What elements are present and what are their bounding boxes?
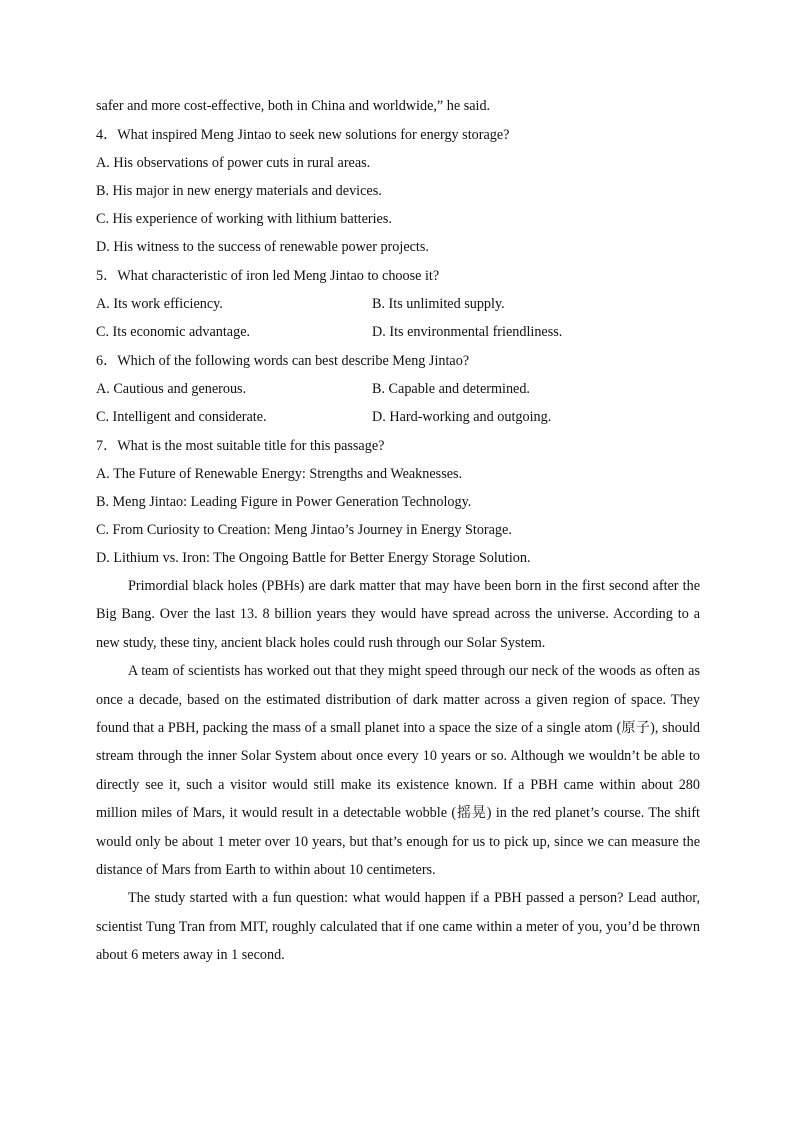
option-a: A. The Future of Renewable Energy: Strengths and Weaknesses. <box>96 466 463 482</box>
question-stem: 6．Which of the following words can best describe Meng Jintao? <box>96 353 470 369</box>
question-stem: 4．What inspired Meng Jintao to seek new solutions for energy storage? <box>96 127 510 143</box>
option-d: D. Lithium vs. Iron: The Ongoing Battle for Better Energy Storage Solution. <box>96 550 531 566</box>
question-6 <box>96 347 700 431</box>
option-d: D. Hard-working and outgoing. <box>372 409 552 425</box>
option-d: D. His witness to the success of renewable power projects. <box>96 239 429 255</box>
question-7 <box>96 432 700 572</box>
option-b: B. Its unlimited supply. <box>372 296 505 312</box>
options-row <box>96 403 700 431</box>
lead-line: safer and more cost-effective, both in China and worldwide,” he said. <box>96 98 491 114</box>
options-row <box>96 375 700 403</box>
option-a: A. Its work efficiency. <box>96 296 223 312</box>
options-row <box>96 318 700 346</box>
passage-paragraph-1: Primordial black holes (PBHs) are dark matter that may have been born in the first second after the Big Bang. Over the last 13. 8 billion years they would have spread across the universe. According to a new study, these tiny, ancient black holes could rush through our Solar System. <box>96 578 700 651</box>
option-b: B. Meng Jintao: Leading Figure in Power Generation Technology. <box>96 494 472 510</box>
passage-paragraph-3: The study started with a fun question: what would happen if a PBH passed a person? Lead author, scientist Tung Tran from MIT, roughly calculated that if one came within a meter of you, you’d be thrown about 6 meters away in 1 second. <box>96 890 700 964</box>
question-5 <box>96 262 700 346</box>
option-d: D. Its environmental friendliness. <box>372 324 563 340</box>
option-c: C. Intelligent and considerate. <box>96 409 267 425</box>
reading-passage <box>96 572 700 970</box>
option-a: A. Cautious and generous. <box>96 381 247 397</box>
document-page <box>96 92 700 970</box>
question-stem: 5．What characteristic of iron led Meng Jintao to choose it? <box>96 268 440 284</box>
option-c: C. Its economic advantage. <box>96 324 251 340</box>
options-row <box>96 290 700 318</box>
option-b: B. His major in new energy materials and devices. <box>96 183 382 199</box>
option-c: C. His experience of working with lithium batteries. <box>96 211 392 227</box>
question-stem: 7．What is the most suitable title for this passage? <box>96 438 385 454</box>
option-c: C. From Curiosity to Creation: Meng Jintao’s Journey in Energy Storage. <box>96 522 512 538</box>
question-4 <box>96 121 700 261</box>
passage-paragraph-2: A team of scientists has worked out that they might speed through our neck of the woods as often as once a decade, based on the estimated distribution of dark matter across a given region of space. They found that a PBH, packing the mass of a small planet into a space the size of a single atom (原子), should stream through the inner Solar System about once every 10 years or so. Although we wouldn’t be able to directly see it, such a visitor would still make its existence known. If a PBH came within about 280 million miles of Mars, it would result in a detectable wobble (摇晃) in the red planet’s course. The shift would only be about 1 meter over 10 years, but that’s enough for us to pick up, since we can measure the distance of Mars from Earth to within about 10 centimeters. <box>96 663 700 879</box>
option-b: B. Capable and determined. <box>372 381 530 397</box>
option-a: A. His observations of power cuts in rural areas. <box>96 155 371 171</box>
